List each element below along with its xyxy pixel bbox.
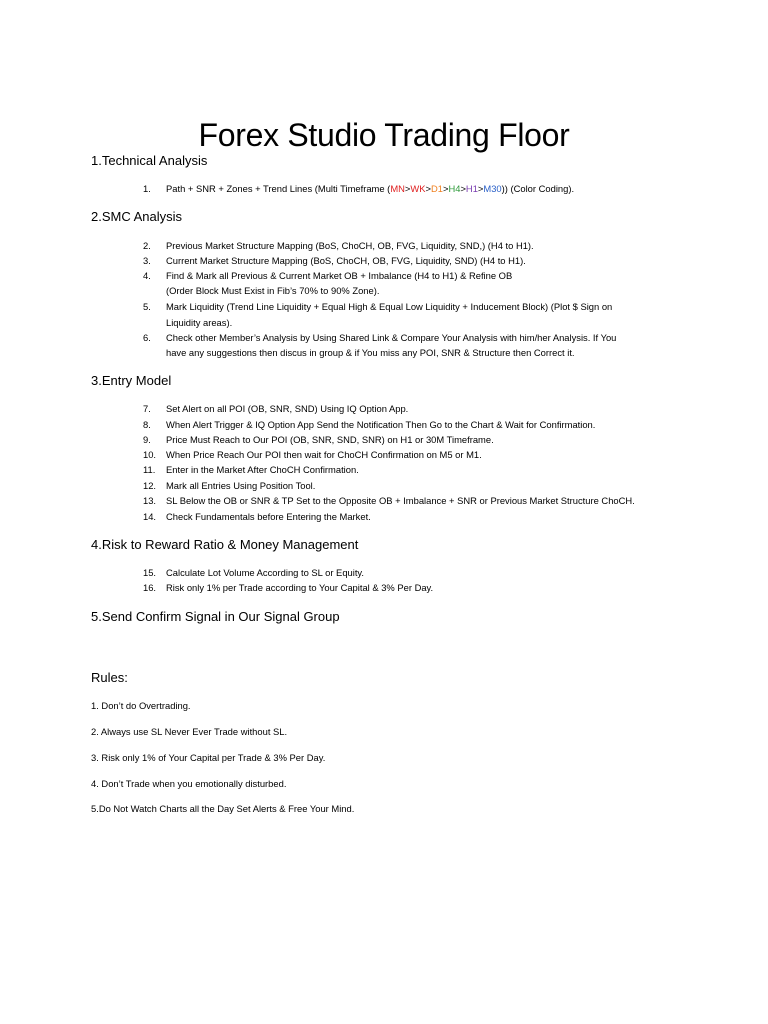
- list-item-text: Calculate Lot Volume According to SL or Equity.: [166, 567, 365, 578]
- rule-item: 3. Risk only 1% of Your Capital per Trade & 3% Per Day.: [91, 752, 326, 763]
- list-item-number: 7.: [143, 403, 151, 414]
- list-item-number: 12.: [143, 480, 157, 491]
- timeframe-separator: >: [425, 183, 431, 194]
- rule-item: 5.Do Not Watch Charts all the Day Set Alerts & Free Your Mind.: [91, 803, 355, 814]
- list-item-text: Mark all Entries Using Position Tool.: [166, 480, 316, 491]
- list-item-text: [166, 181, 574, 197]
- list-item-text: Check Fundamentals before Entering the Market.: [166, 511, 371, 522]
- rule-item: 2. Always use SL Never Ever Trade without SL.: [91, 726, 288, 737]
- list-item-continuation: Liquidity areas).: [166, 317, 233, 328]
- list-item-text: Risk only 1% per Trade according to Your Capital & 3% Per Day.: [166, 582, 434, 593]
- list-item-text: Set Alert on all POI (OB, SNR, SND) Using IQ Option App.: [166, 403, 409, 414]
- list-item-number: 16.: [143, 582, 157, 593]
- list-item-number: 2.: [143, 240, 151, 251]
- page-title: Forex Studio Trading Floor: [198, 117, 570, 154]
- list-item-continuation: (Order Block Must Exist in Fib’s 70% to 90% Zone).: [166, 285, 380, 296]
- list-item-text: Check other Member’s Analysis by Using Shared Link & Compare Your Analysis with him/her Analysis. If You: [166, 332, 617, 343]
- list-item-continuation: have any suggestions then discus in group & if You miss any POI, SNR & Structure then Correct it.: [166, 347, 575, 358]
- list-item-text: Find & Mark all Previous & Current Market OB + Imbalance (H4 to H1) & Refine OB: [166, 270, 513, 281]
- timeframe-code: H4: [448, 183, 461, 194]
- timeframe-color-codes: [390, 183, 501, 194]
- list-item-number: 4.: [143, 270, 151, 281]
- section-heading-entry: 3.Entry Model: [91, 373, 172, 388]
- timeframe-code: MN: [390, 183, 405, 194]
- section-heading-smc: 2.SMC Analysis: [91, 209, 183, 224]
- list-item-number: 11.: [143, 464, 156, 475]
- list-item-number: 10.: [143, 449, 157, 460]
- list-item-number: 13.: [143, 495, 157, 506]
- rule-item: 1. Don’t do Overtrading.: [91, 700, 191, 711]
- section-heading-risk: 4.Risk to Reward Ratio & Money Management: [91, 537, 359, 552]
- list-item-number: 15.: [143, 567, 157, 578]
- list-item-number: 6.: [143, 332, 151, 343]
- timeframe-code: H1: [465, 183, 478, 194]
- list-item-number: 1.: [143, 183, 151, 194]
- list-item-text: Current Market Structure Mapping (BoS, ChoCH, OB, FVG, Liquidity, SND) (H4 to H1).: [166, 255, 526, 266]
- list-item-number: 8.: [143, 419, 151, 430]
- timeframe-code: D1: [430, 183, 443, 194]
- list-item-text: Enter in the Market After ChoCH Confirmation.: [166, 464, 359, 475]
- list-item-text: Previous Market Structure Mapping (BoS, ChoCH, OB, FVG, Liquidity, SND,) (H4 to H1).: [166, 240, 534, 251]
- timeframe-separator: >: [477, 183, 484, 194]
- list-item-text: When Price Reach Our POI then wait for ChoCH Confirmation on M5 or M1.: [166, 449, 482, 460]
- list-item-number: 14.: [143, 511, 157, 522]
- list-item-number: 9.: [143, 434, 151, 445]
- list-item-text: Price Must Reach to Our POI (OB, SNR, SND, SNR) on H1 or 30M Timeframe.: [166, 434, 494, 445]
- timeframe-code: WK: [410, 183, 426, 194]
- list-item-text: Mark Liquidity (Trend Line Liquidity + Equal High & Equal Low Liquidity + Inducement Block) (Plot $ Sign on: [166, 301, 613, 312]
- section-heading-technical: 1.Technical Analysis: [91, 153, 208, 168]
- timeframe-separator: >: [442, 183, 449, 194]
- list-item-number: 3.: [143, 255, 151, 266]
- list-item-text: SL Below the OB or SNR & TP Set to the Opposite OB + Imbalance + SNR or Previous Market Structure ChoCH.: [166, 495, 635, 506]
- timeframe-code: M30: [483, 183, 502, 194]
- list-item-number: 5.: [143, 301, 151, 312]
- rule-item: 4. Don’t Trade when you emotionally disturbed.: [91, 778, 287, 789]
- text-post: )) (Color Coding).: [501, 183, 575, 194]
- timeframe-separator: >: [404, 183, 411, 194]
- list-item-text: When Alert Trigger & IQ Option App Send the Notification Then Go to the Chart & Wait for Confirmation.: [166, 419, 596, 430]
- text-pre: Path + SNR + Zones + Trend Lines (Multi Timeframe (: [166, 183, 391, 194]
- section-heading-signal: 5.Send Confirm Signal in Our Signal Group: [91, 609, 340, 624]
- timeframe-separator: >: [460, 183, 466, 194]
- rules-heading: Rules:: [91, 670, 128, 685]
